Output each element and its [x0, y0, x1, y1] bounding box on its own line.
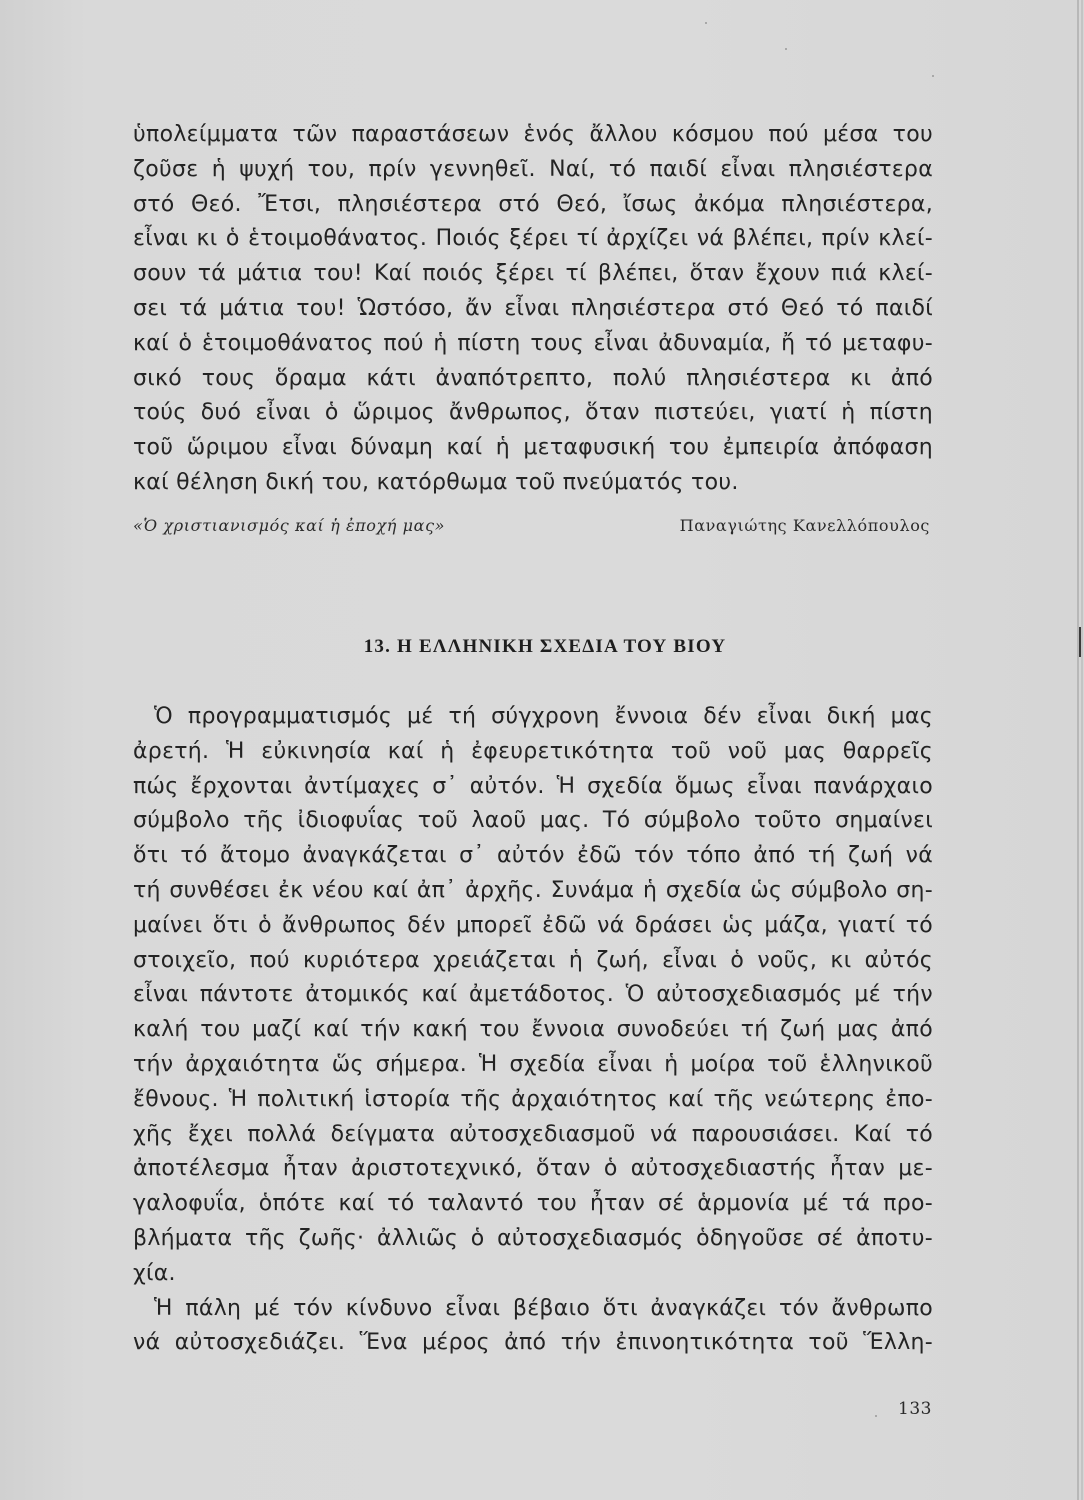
text-line: χία.	[133, 1260, 176, 1286]
text-line: Ἡ πάλη μέ τόν κίνδυνο εἶναι βέβαιο ὅτι ἀναγκάζει τόν ἄνθρωπο	[154, 1295, 933, 1321]
text-line: ζοῦσε ἡ ψυχή του, πρίν γεννηθεῖ. Ναί, τό παιδί εἶναι πλησιέστερα	[133, 156, 933, 182]
excerpt-paragraph	[133, 118, 933, 501]
paper-speck	[705, 22, 707, 24]
text-line: γαλοφυΐα, ὁπότε καί τό ταλαντό του ἦταν σέ ἁρμονία μέ τά προ-	[133, 1191, 933, 1217]
paper-speck	[785, 48, 787, 50]
paper-speck	[875, 1415, 877, 1417]
text-line: καλή του μαζί καί τήν κακή του ἔννοια συνοδεύει τή ζωή μας ἀπό	[133, 1017, 933, 1043]
text-line: τοῦ ὥριμου εἶναι δύναμη καί ἡ μεταφυσική του ἐμπειρία ἀπόφαση	[133, 435, 933, 461]
text-line: ὅτι τό ἄτομο ἀναγκάζεται σ᾽ αὐτόν ἐδῶ τόν τόπο ἀπό τή ζωή νά	[133, 843, 933, 869]
text-line: ἀποτέλεσμα ἦταν ἀριστοτεχνικό, ὅταν ὁ αὐτοσχεδιαστής ἦταν με-	[133, 1156, 933, 1182]
text-line: βλήματα τῆς ζωῆς· ἀλλιῶς ὁ αὐτοσχεδιασμός ὁδηγοῦσε σέ ἀποτυ-	[133, 1225, 933, 1251]
page-number: 133	[898, 1399, 932, 1419]
text-line: πώς ἔρχονται ἀντίμαχες σ᾽ αὐτόν. Ἡ σχεδία ὅμως εἶναι πανάρχαιο	[133, 773, 933, 799]
text-line: στοιχεῖο, πού κυριότερα χρειάζεται ἡ ζωή, εἶναι ὁ νοῦς, κι αὐτός	[133, 947, 933, 973]
source-title: «Ὁ χριστιανισμός καί ἡ ἐποχή μας»	[133, 516, 446, 535]
chapter-body	[133, 700, 933, 1361]
page-edge-line	[1081, 0, 1083, 1500]
text-line: καί ὁ ἑτοιμοθάνατος πού ἡ πίστη τους εἶναι ἀδυναμία, ἤ τό μεταφυ-	[133, 330, 933, 356]
text-line: μαίνει ὅτι ὁ ἄνθρωπος δέν μπορεῖ ἐδῶ νά δράσει ὡς μάζα, γιατί τό	[133, 912, 933, 938]
text-line: σύμβολο τῆς ἰδιοφυΐας τοῦ λαοῦ μας. Τό σύμβολο τοῦτο σημαίνει	[133, 808, 933, 834]
text-line: σικό τους ὅραμα κάτι ἀναπότρεπτο, πολύ πλησιέστερα κι ἀπό	[133, 365, 933, 391]
excerpt-source	[133, 516, 930, 535]
chapter-heading: 13. Η ΕΛΛΗΝΙΚΗ ΣΧΕΔΙΑ ΤΟΥ ΒΙΟΥ	[363, 636, 727, 657]
text-line: εἶναι κι ὁ ἑτοιμοθάνατος. Ποιός ξέρει τί ἀρχίζει νά βλέπει, πρίν κλεί-	[133, 226, 933, 252]
text-line: ὑπολείμματα τῶν παραστάσεων ἑνός ἄλλου κόσμου πού μέσα του	[133, 122, 933, 147]
text-line: καί θέληση δική του, κατόρθωμα τοῦ πνεύματός του.	[133, 469, 739, 495]
text-line: εἶναι πάντοτε ἀτομικός καί ἀμετάδοτος. Ὁ αὐτοσχεδιασμός μέ τήν	[133, 982, 933, 1008]
text-line: τή συνθέσει ἐκ νέου καί ἀπ᾽ ἀρχῆς. Συνάμα ἡ σχεδία ὡς σύμβολο ση-	[133, 877, 933, 903]
page-edge-line	[1077, 0, 1079, 1500]
text-line: τήν ἀρχαιότητα ὥς σήμερα. Ἡ σχεδία εἶναι ἡ μοίρα τοῦ ἑλληνικοῦ	[133, 1051, 933, 1077]
text-line: τούς δυό εἶναι ὁ ὥριμος ἄνθρωπος, ὅταν πιστεύει, γιατί ἡ πίστη	[133, 400, 933, 426]
text-line: ἔθνους. Ἡ πολιτική ἱστορία τῆς ἀρχαιότητος καί τῆς νεώτερης ἐπο-	[133, 1086, 933, 1112]
text-line: σει τά μάτια του! Ὡστόσο, ἄν εἶναι πλησιέστερα στό Θεό τό παιδί	[133, 295, 933, 321]
text-line: νά αὐτοσχεδιάζει. Ἕνα μέρος ἀπό τήν ἐπινοητικότητα τοῦ Ἕλλη-	[133, 1330, 933, 1356]
text-line: χῆς ἔχει πολλά δείγματα αὐτοσχεδιασμοῦ νά παρουσιάσει. Καί τό	[133, 1121, 933, 1147]
text-line: στό Θεό. Ἔτσι, πλησιέστερα στό Θεό, ἴσως ἀκόμα πλησιέστερα,	[133, 191, 933, 217]
paper-speck	[932, 75, 934, 77]
text-line: σουν τά μάτια του! Καί ποιός ξέρει τί βλέπει, ὅταν ἔχουν πιά κλεί-	[133, 261, 933, 287]
text-line: Ὁ προγραμματισμός μέ τή σύγχρονη ἔννοια δέν εἶναι δική μας	[154, 704, 933, 729]
text-line: ἀρετή. Ἡ εὐκινησία καί ἡ ἐφευρετικότητα τοῦ νοῦ μας θαρρεῖς	[133, 738, 933, 764]
source-author: Παναγιώτης Κανελλόπουλος	[679, 516, 930, 535]
